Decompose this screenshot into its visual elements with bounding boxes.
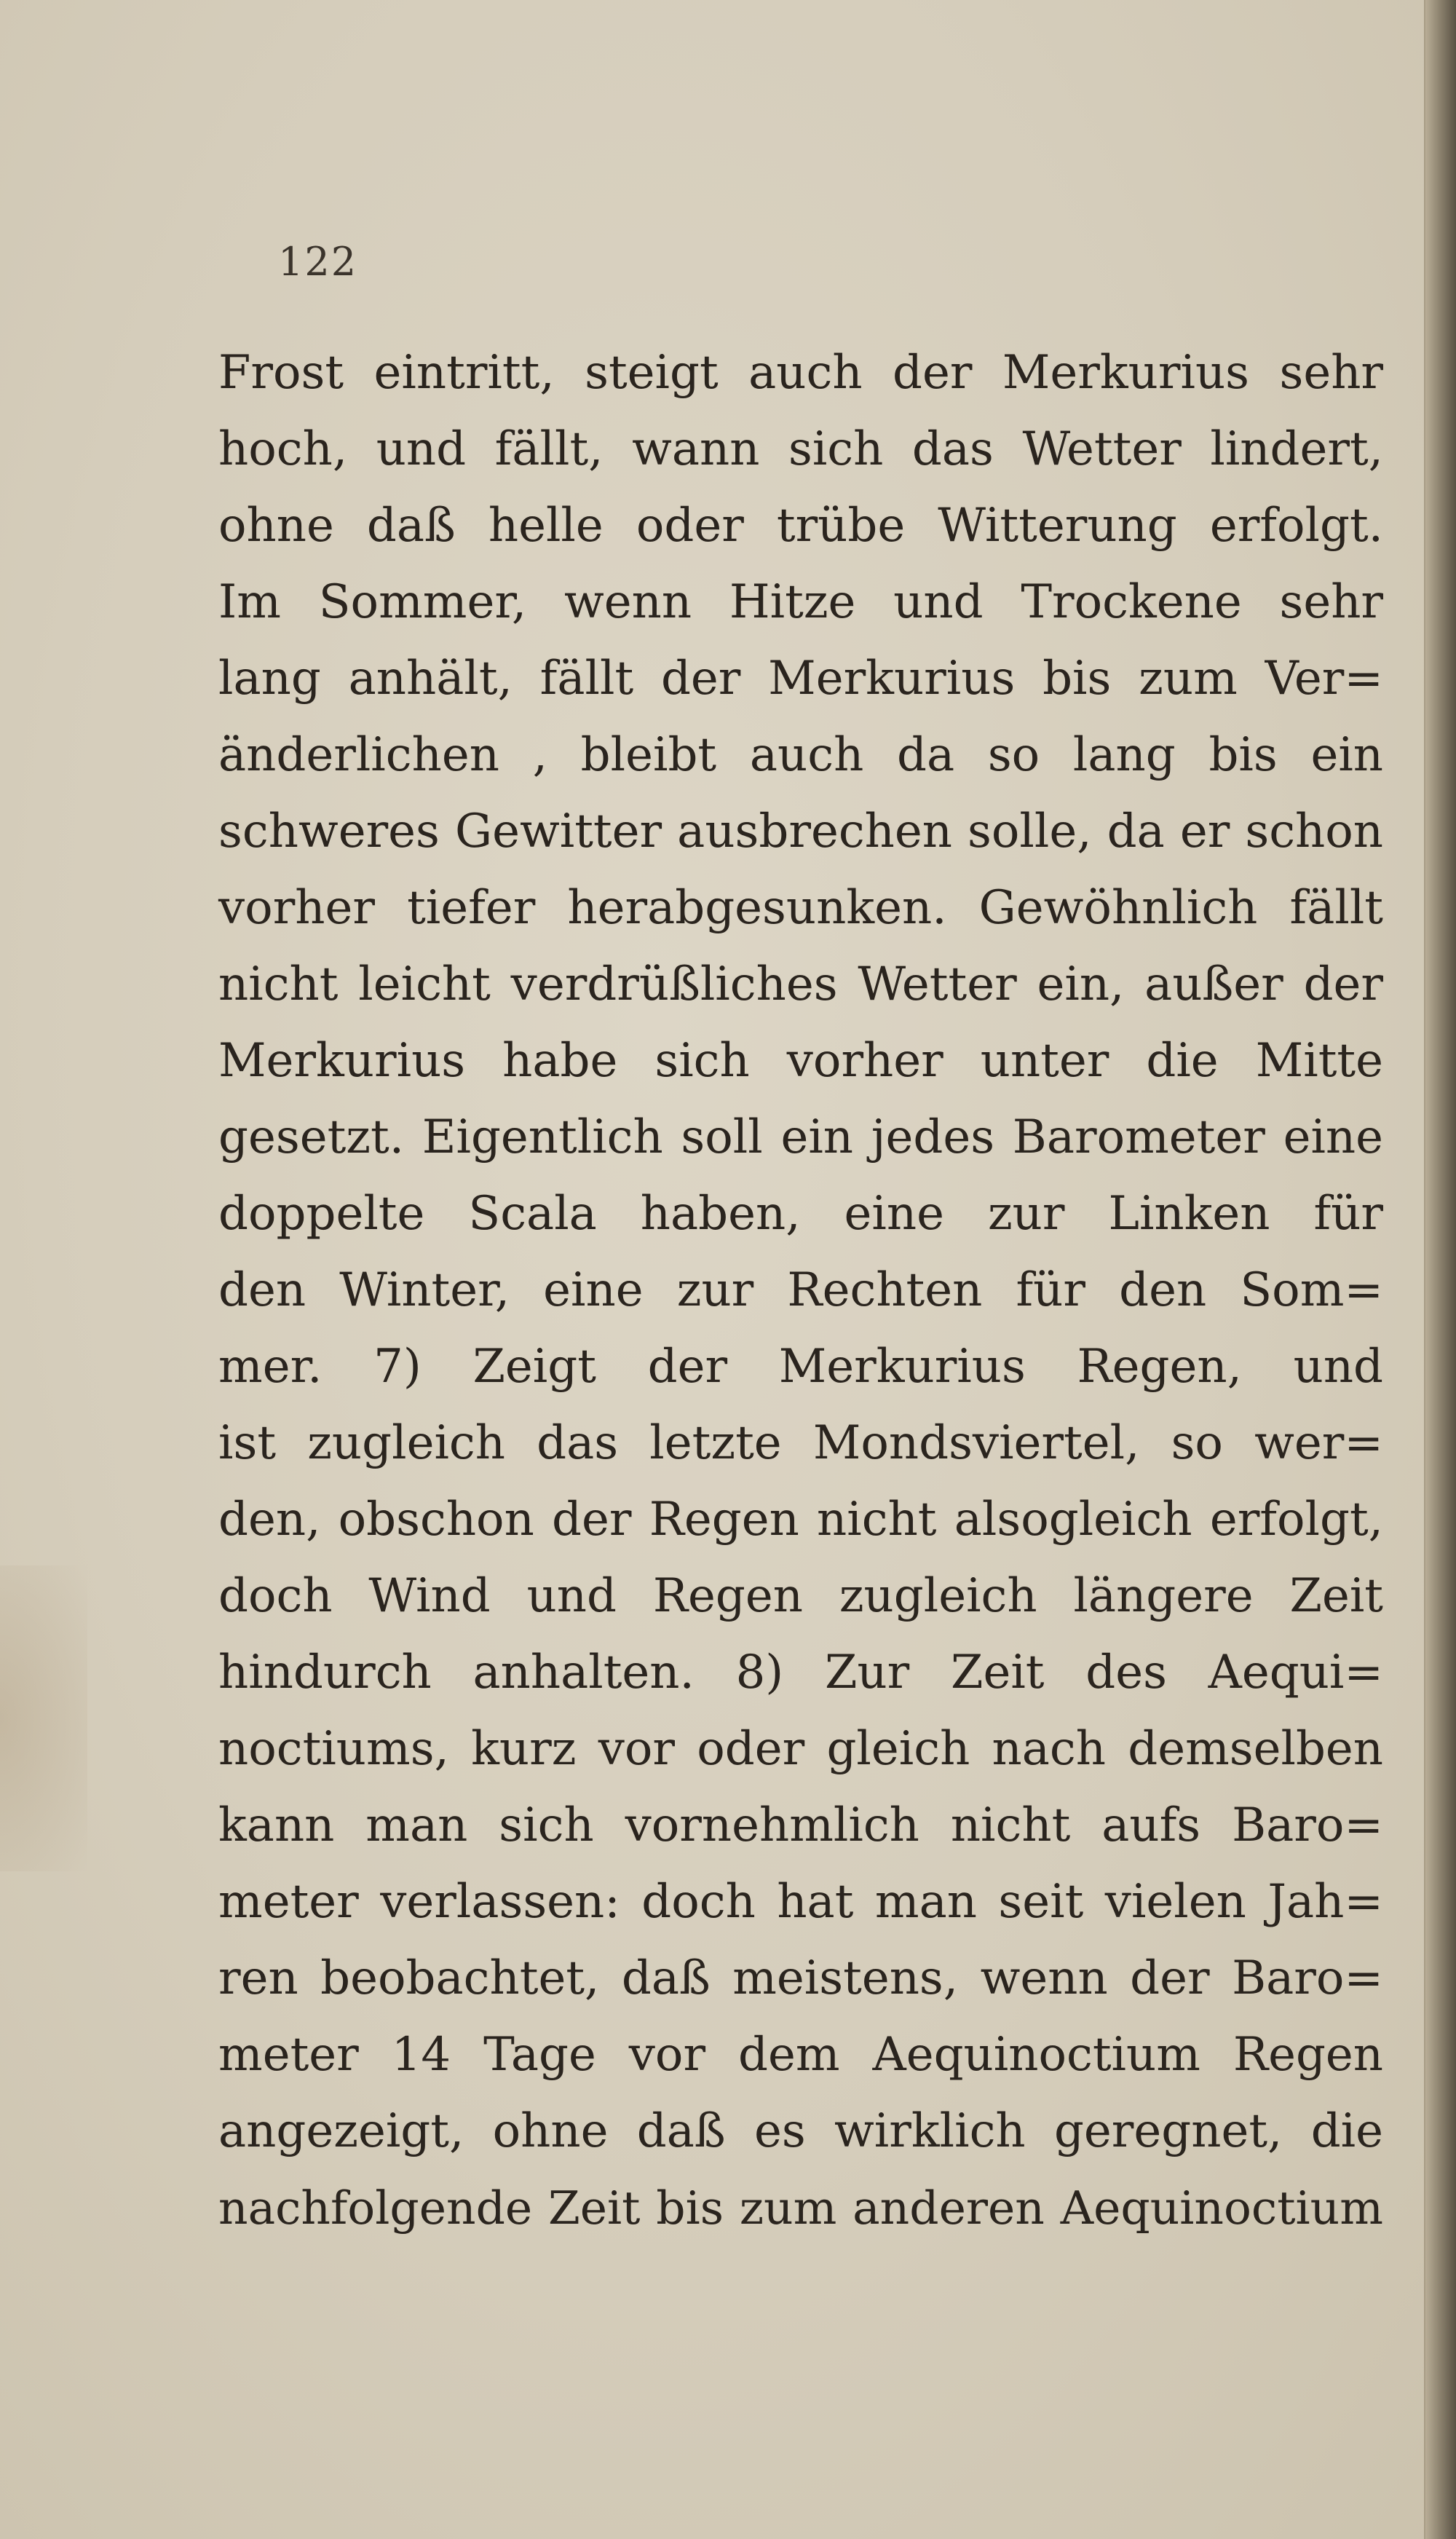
text-line: nicht leicht verdrüßliches Wetter ein, außer der — [218, 957, 1383, 1011]
text-line: Frost eintritt, steigt auch der Merkurius sehr — [218, 346, 1383, 400]
text-line: meter verlassen: doch hat man seit vielen Jah= — [218, 1875, 1383, 1929]
text-line: noctiums, kurz vor oder gleich nach demselben — [218, 1722, 1383, 1776]
text-line: gesetzt. Eigentlich soll ein jedes Barometer eine — [218, 1110, 1383, 1164]
text-line: hindurch anhalten. 8) Zur Zeit des Aequi= — [218, 1646, 1383, 1699]
body-text — [218, 335, 1398, 2246]
text-line: ohne daß helle oder trübe Witterung erfolgt. — [218, 499, 1383, 553]
text-line: doppelte Scala haben, eine zur Linken für — [218, 1187, 1383, 1241]
page-number: 122 — [278, 239, 358, 285]
text-line: den, obschon der Regen nicht alsogleich erfolgt, — [218, 1493, 1383, 1547]
text-line: vorher tiefer herabgesunken. Gewöhnlich fällt — [218, 881, 1383, 935]
text-line: ren beobachtet, daß meistens, wenn der Baro= — [218, 1951, 1383, 2005]
binding-shadow — [1425, 0, 1456, 2539]
text-line: nachfolgende Zeit bis zum anderen Aequinoctium — [218, 2181, 1383, 2235]
text-line: ist zugleich das letzte Mondsviertel, so wer= — [218, 1416, 1383, 1470]
text-line: hoch, und fällt, wann sich das Wetter lindert, — [218, 422, 1383, 476]
text-line: mer. 7) Zeigt der Merkurius Regen, und — [218, 1340, 1383, 1394]
text-line: doch Wind und Regen zugleich längere Zeit — [218, 1569, 1383, 1623]
text-line: meter 14 Tage vor dem Aequinoctium Regen — [218, 2028, 1383, 2082]
text-line: änderlichen , bleibt auch da so lang bis ein — [218, 728, 1383, 782]
paper-stain — [0, 1565, 87, 1871]
text-line: lang anhält, fällt der Merkurius bis zum Ver= — [218, 652, 1383, 706]
text-line: angezeigt, ohne daß es wirklich geregnet, die — [218, 2104, 1383, 2158]
text-line: Merkurius habe sich vorher unter die Mitte — [218, 1034, 1383, 1088]
text-line: kann man sich vornehmlich nicht aufs Baro= — [218, 1798, 1383, 1852]
text-line: Im Sommer, wenn Hitze und Trockene sehr — [218, 575, 1383, 629]
text-line: den Winter, eine zur Rechten für den Som= — [218, 1263, 1383, 1317]
text-line: schweres Gewitter ausbrechen solle, da er schon — [218, 805, 1383, 858]
